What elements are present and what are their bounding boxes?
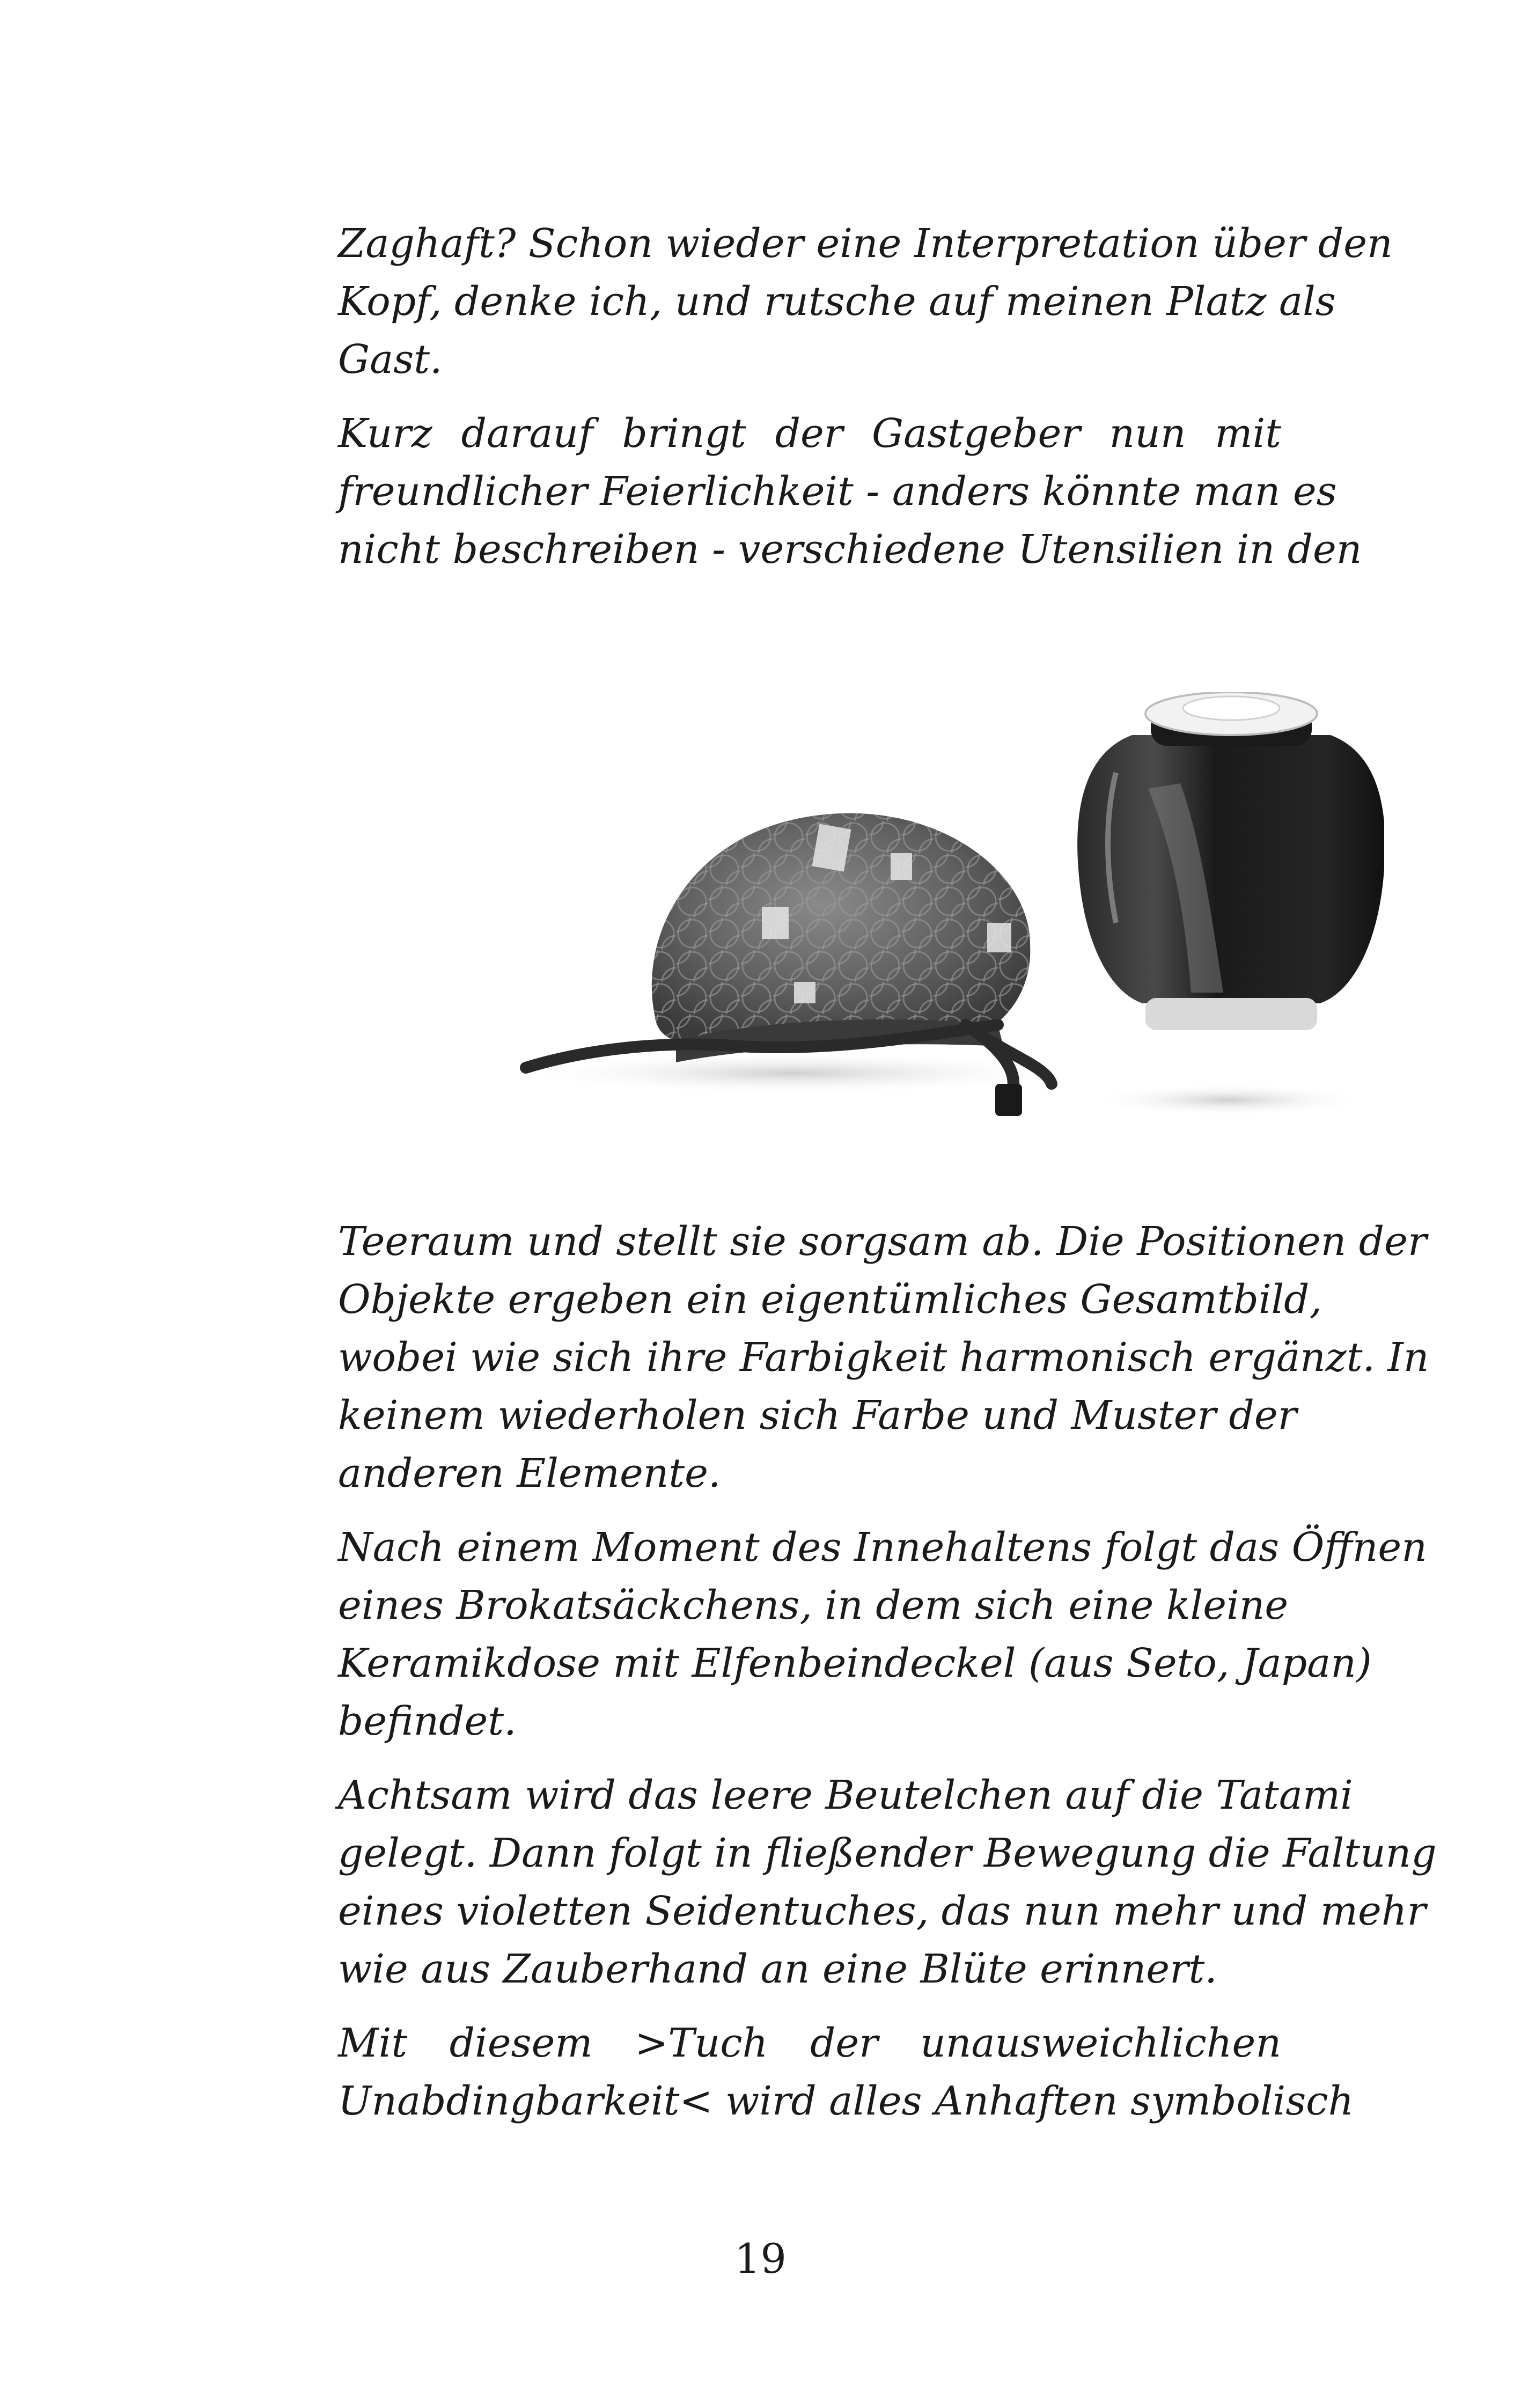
text-line: anderen Elemente. bbox=[338, 1450, 721, 1496]
paragraph bbox=[338, 215, 1393, 388]
text-line: Gast. bbox=[338, 336, 443, 383]
paragraph bbox=[338, 1213, 1429, 1502]
text-line: Objekte ergeben ein eigentümliches Gesamtbild, bbox=[338, 1276, 1322, 1323]
text-line: Teeraum und stellt sie sorgsam ab. Die Positionen der bbox=[338, 1218, 1427, 1265]
text-line: Mit diesem >Tuch der unausweichlichen bbox=[338, 2020, 1281, 2066]
text-line: Zaghaft? Schon wieder eine Interpretation über den bbox=[338, 221, 1393, 267]
text-line: keinem wiederholen sich Farbe und Muster der bbox=[338, 1392, 1297, 1438]
text-line: eines violetten Seidentuches, das nun mehr und mehr bbox=[338, 1888, 1426, 1934]
text-line: Nach einem Moment des Innehaltens folgt das Öffnen bbox=[338, 1524, 1427, 1570]
bottom-text-block bbox=[338, 1213, 1437, 2146]
text-line: befindet. bbox=[338, 1698, 517, 1744]
text-line: wobei wie sich ihre Farbigkeit harmonisch ergänzt. In bbox=[338, 1334, 1429, 1381]
text-line: eines Brokatsäckchens, in dem sich eine kleine bbox=[338, 1582, 1289, 1628]
tea-utensils-photo bbox=[515, 692, 1384, 1143]
text-line: Keramikdose mit Elfenbeindeckel (aus Seto, Japan) bbox=[338, 1640, 1372, 1686]
text-line: wie aus Zauberhand an eine Blüte erinnert. bbox=[338, 1946, 1217, 1992]
top-text-block bbox=[338, 215, 1393, 594]
text-line: Achtsam wird das leere Beutelchen auf die Tatami bbox=[338, 1772, 1353, 1818]
paragraph bbox=[338, 1766, 1437, 1998]
text-line: nicht beschreiben - verschiedene Utensilien in den bbox=[338, 526, 1362, 572]
text-line: Unabdingbarkeit< wird alles Anhaften symbolisch bbox=[338, 2078, 1354, 2124]
paragraph bbox=[338, 2014, 1354, 2130]
text-line: freundlicher Feierlichkeit - anders könnte man es bbox=[338, 468, 1337, 515]
text-line: gelegt. Dann folgt in fließender Bewegung die Faltung bbox=[338, 1830, 1437, 1876]
ceramic-tea-caddy-icon bbox=[1077, 692, 1384, 1030]
page-number: 19 bbox=[734, 2235, 787, 2282]
text-line: Kopf, denke ich, und rutsche auf meinen Platz als bbox=[338, 278, 1336, 325]
paragraph bbox=[338, 1518, 1427, 1750]
paragraph bbox=[338, 405, 1362, 578]
text-line: Kurz darauf bringt der Gastgeber nun mit bbox=[338, 410, 1281, 457]
